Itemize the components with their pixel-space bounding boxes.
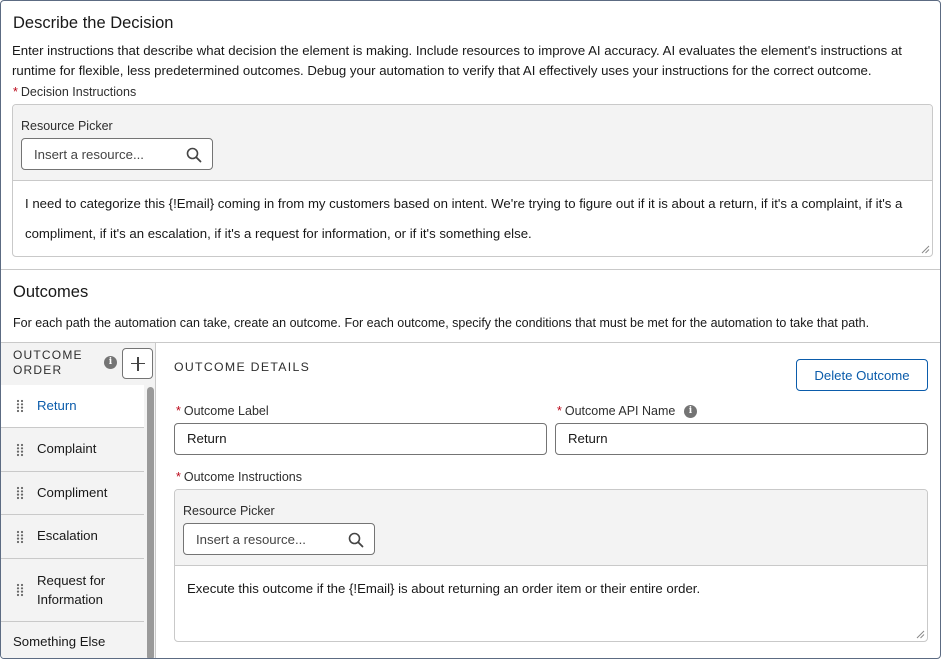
decision-description: Enter instructions that describe what decision the element is making. Include resources to improve AI accuracy. AI evaluates the element's instructions at runtime for flexible, less predetermined outcomes. Debug your automation to verify that AI effectively uses your instructions for the correct outcome. [12,43,902,78]
outcome-item-label: Request for Information [37,573,106,607]
outcomes-section-title: Outcomes [13,283,89,301]
outcome-api-name-input[interactable]: Return [555,423,928,455]
outcome-item-escalation[interactable] [1,515,144,559]
decision-section-title: Describe the Decision [13,14,174,32]
outcome-instructions-editor [174,489,928,642]
outcome-api-name-field-label-text: Outcome API Name [564,404,676,418]
required-asterisk: * [13,85,18,99]
resource-picker-label: Resource Picker [183,504,275,518]
outcome-item-compliment[interactable] [1,472,144,515]
outcome-item-complaint[interactable] [1,428,144,472]
drag-handle-icon[interactable] [16,486,24,500]
outcome-item-label: Escalation [37,528,98,543]
outcome-label-field-label [176,404,269,418]
resize-handle-icon[interactable] [921,245,930,254]
outcome-instructions-label [176,470,302,484]
decision-resource-search-input[interactable] [21,138,213,170]
outcomes-description: For each path the automation can take, create an outcome. For each outcome, specify the conditions that must be met for the automation to take that path. [13,316,870,330]
delete-outcome-button[interactable]: Delete Outcome [796,359,928,391]
outcome-item-label: Something Else [13,634,106,649]
outcome-instructions-text[interactable]: Execute this outcome if the {!Email} is about returning an order item or their entire order. [187,581,701,596]
outcome-item-request-for-information[interactable] [1,559,144,622]
outcome-list [1,385,144,659]
outcome-item-return[interactable] [1,385,144,428]
resource-picker-label: Resource Picker [21,119,113,133]
decision-instructions-text[interactable]: I need to categorize this {!Email} coming in from my customers based on intent. We're trying to figure out if it is about a return, if it's a complaint, if it's a compliment, if it's an escalation, if it's a request for information, or if it's something else. [25,196,903,241]
outcome-item-something-else[interactable] [1,622,144,659]
resize-handle-icon[interactable] [916,630,925,639]
outcome-label-input[interactable]: Return [174,423,547,455]
decision-resource-toolbar [13,105,932,181]
outcome-instructions-label-text: Outcome Instructions [183,470,302,484]
drag-handle-icon[interactable] [16,399,24,413]
drag-handle-icon[interactable] [16,443,24,457]
outcome-label-field-label-text: Outcome Label [183,404,269,418]
outcome-order-sidebar [1,343,156,659]
outcome-item-label: Return [37,398,77,413]
resource-search-placeholder: Insert a resource... [196,532,306,547]
required-asterisk: * [176,470,181,484]
decision-instructions-editor [12,104,933,257]
outcome-details-heading: OUTCOME DETAILS [174,360,311,374]
outcome-item-label: Compliment [37,485,108,500]
info-icon[interactable]: i [684,405,697,418]
search-icon [186,147,202,163]
drag-handle-icon[interactable] [16,530,24,544]
outcome-resource-toolbar [175,490,927,566]
required-asterisk: * [176,404,181,418]
add-outcome-button[interactable] [122,348,153,379]
decision-instructions-label-text: Decision Instructions [20,85,137,99]
resource-search-placeholder: Insert a resource... [34,147,144,162]
info-icon[interactable]: i [104,356,117,369]
outcome-list-scrollbar-thumb[interactable] [147,387,154,659]
drag-handle-icon[interactable] [16,583,24,597]
outcome-order-heading: OUTCOME ORDER [13,348,83,377]
decision-instructions-label [13,85,136,99]
section-divider [1,269,941,270]
search-icon [348,532,364,548]
outcome-item-label: Complaint [37,441,97,456]
required-asterisk: * [557,404,562,418]
outcome-resource-search-input[interactable] [183,523,375,555]
outcome-api-name-field-label [557,404,675,418]
